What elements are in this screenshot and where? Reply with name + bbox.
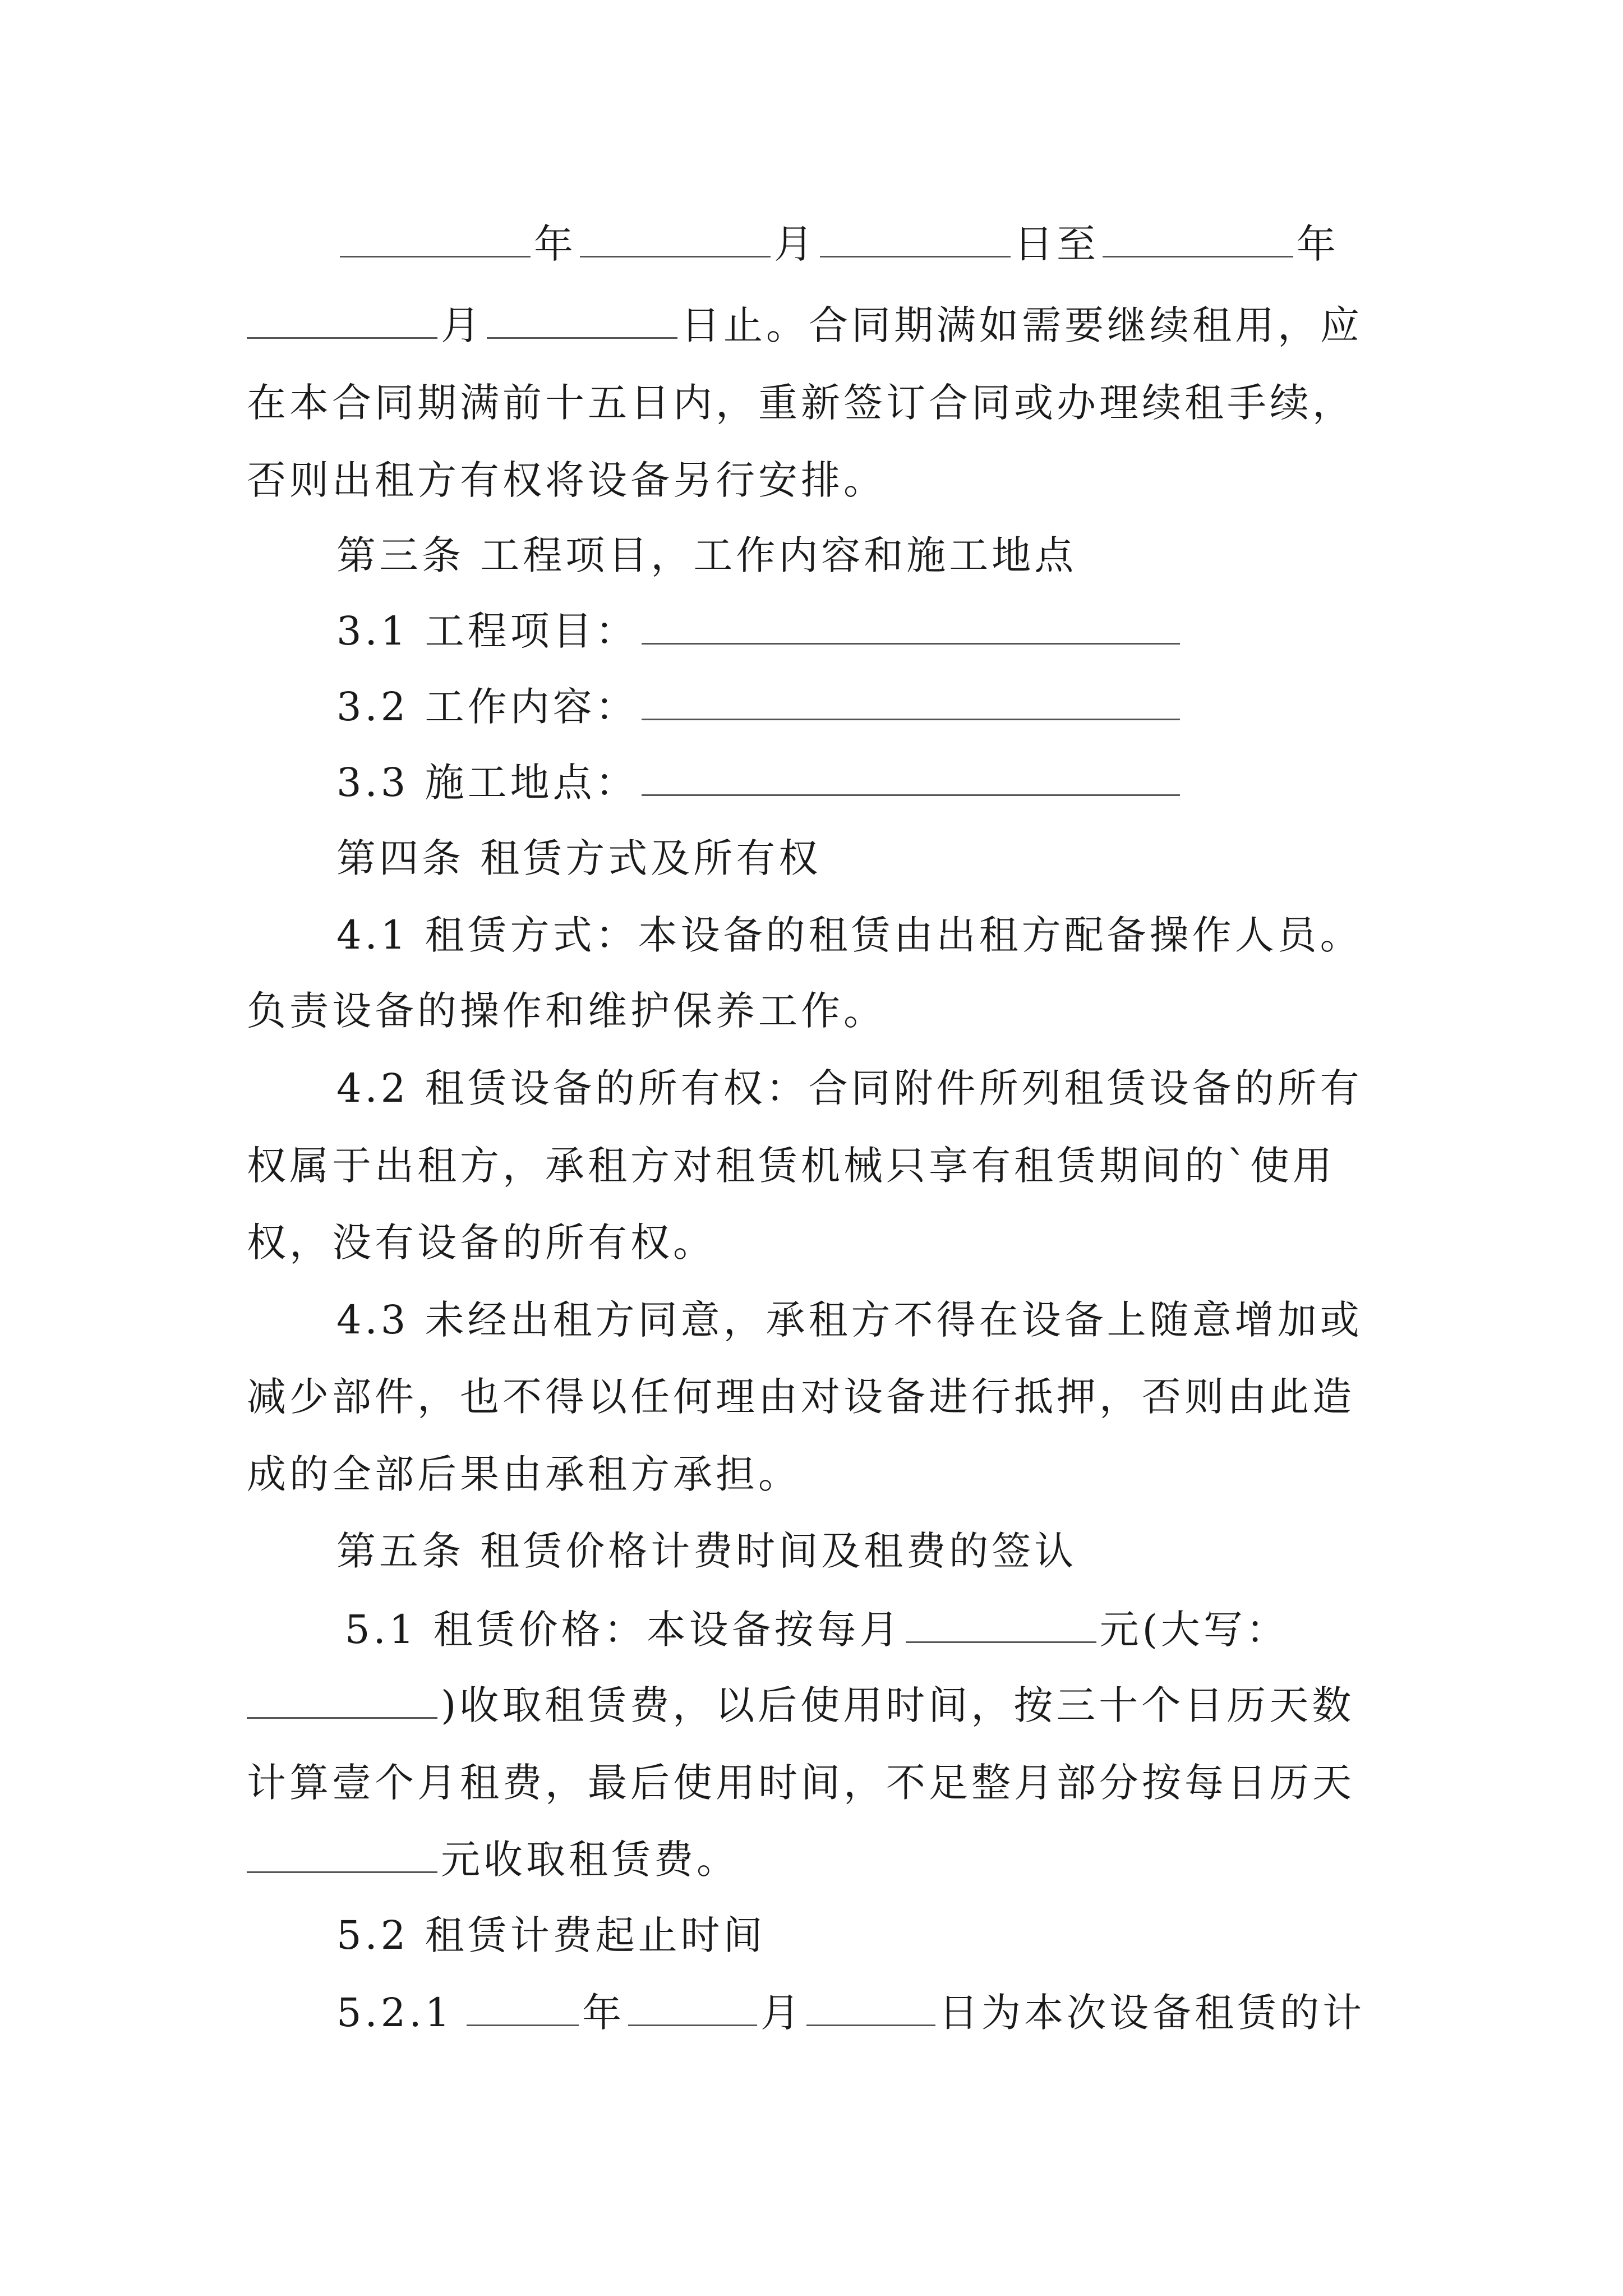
blank-project[interactable] bbox=[642, 604, 1180, 645]
item-3-2: 3.2 工作内容： bbox=[336, 679, 1183, 735]
blank-start-year[interactable] bbox=[467, 1985, 579, 2026]
paragraph-line: 4.3 未经出租方同意，承租方不得在设备上随意增加或 bbox=[336, 1297, 1363, 1343]
paragraph-line: 成的全部后果由承租方承担。 bbox=[247, 1451, 801, 1497]
item-3-1: 3.1 工程项目： bbox=[336, 603, 1183, 659]
paragraph-line: 在本合同期满前十五日内，重新签订合同或办理续租手续， bbox=[247, 380, 1355, 426]
article-5-heading: 第五条 租赁价格计费时间及租费的签认 bbox=[336, 1528, 1077, 1574]
item-5-2-1: 5.2.1 年 月 日为本次设备租赁的计 bbox=[336, 1985, 1365, 2041]
blank-daily-rent[interactable] bbox=[247, 1832, 437, 1873]
item-5-1-line-2: )收取租赁费，以后使用时间，按三十个日历天数 bbox=[247, 1677, 1354, 1733]
paragraph-line: 否则出租方有权将设备另行安排。 bbox=[247, 457, 886, 503]
blank-end-day[interactable] bbox=[487, 298, 677, 339]
blank-year[interactable] bbox=[340, 217, 531, 257]
paragraph-line: 计算壹个月租费，最后使用时间，不足整月部分按每日历天 bbox=[247, 1760, 1355, 1806]
paragraph-line: 权，没有设备的所有权。 bbox=[247, 1220, 716, 1266]
paragraph-line: 减少部件，也不得以任何理由对设备进行抵押，否则由此造 bbox=[247, 1374, 1355, 1420]
blank-site[interactable] bbox=[642, 755, 1180, 796]
item-3-3: 3.3 施工地点： bbox=[336, 754, 1183, 811]
blank-work-content[interactable] bbox=[642, 679, 1180, 720]
paragraph-line: 4.2 租赁设备的所有权：合同附件所列租赁设备的所有 bbox=[336, 1065, 1363, 1111]
blank-day[interactable] bbox=[820, 217, 1011, 257]
blank-end-year[interactable] bbox=[1103, 217, 1293, 257]
blank-monthly-rent[interactable] bbox=[906, 1602, 1096, 1643]
blank-start-day[interactable] bbox=[806, 1985, 935, 2026]
blank-rent-uppercase[interactable] bbox=[247, 1678, 437, 1719]
blank-month[interactable] bbox=[580, 217, 771, 257]
item-5-2-heading: 5.2 租赁计费起止时间 bbox=[336, 1912, 766, 1958]
item-5-1-line-1: 5.1 租赁价格：本设备按每月 元(大写： bbox=[345, 1602, 1289, 1658]
paragraph-line: 负责设备的操作和维护保养工作。 bbox=[247, 988, 886, 1034]
blank-end-month[interactable] bbox=[247, 298, 437, 339]
date-line-1: 年 月 日至 年 bbox=[336, 216, 1339, 272]
item-5-1-line-4: 元收取租赁费。 bbox=[247, 1832, 739, 1888]
date-line-2: 月 日止。合同期满如需要继续租用，应 bbox=[247, 297, 1363, 353]
blank-start-month[interactable] bbox=[628, 1985, 757, 2026]
article-4-heading: 第四条 租赁方式及所有权 bbox=[336, 835, 822, 881]
paragraph-line: 4.1 租赁方式：本设备的租赁由出租方配备操作人员。 bbox=[336, 912, 1363, 958]
article-3-heading: 第三条 工程项目，工作内容和施工地点 bbox=[336, 532, 1077, 578]
paragraph-line: 权属于出租方，承租方对租赁机械只享有租赁期间的`使用 bbox=[247, 1143, 1335, 1189]
